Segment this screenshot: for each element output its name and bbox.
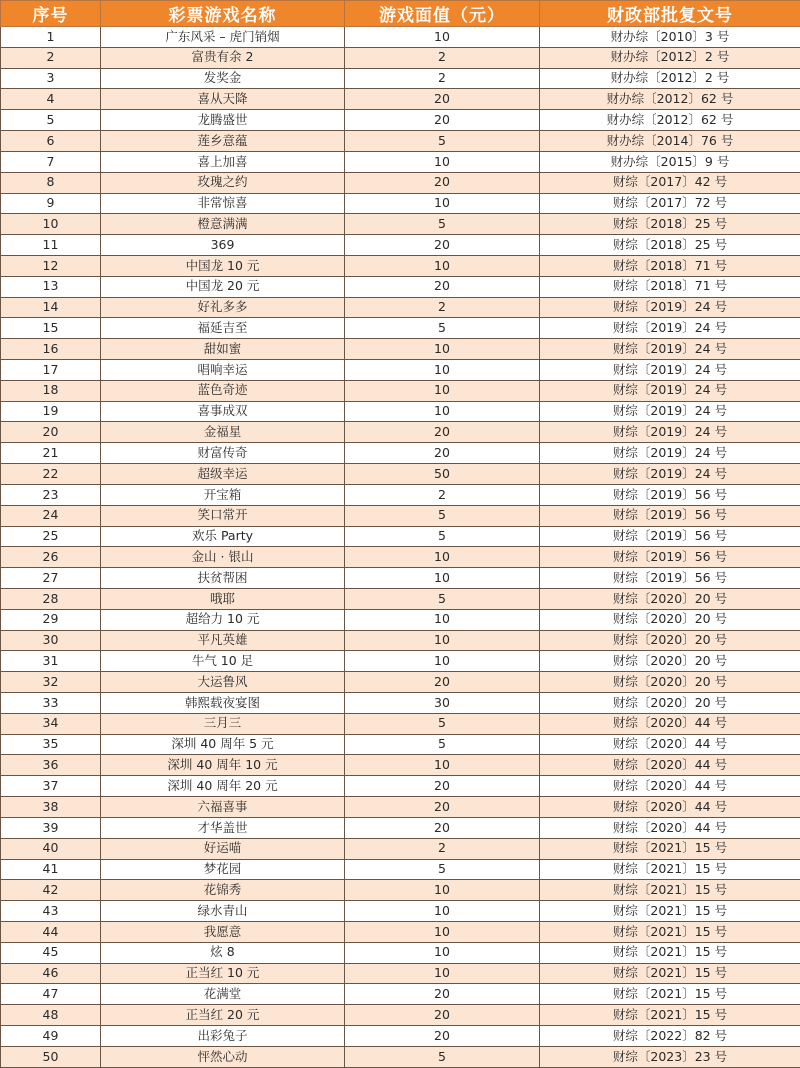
cell-approval-number: 财综〔2023〕23 号 [540,1046,800,1067]
cell-serial-number: 25 [1,526,101,547]
cell-face-value: 5 [345,588,540,609]
cell-game-name: 正当红 20 元 [101,1005,345,1026]
table-row [1,630,800,651]
cell-game-name: 喜事成双 [101,401,345,422]
cell-game-name: 三月三 [101,713,345,734]
cell-face-value: 10 [345,630,540,651]
header-row [1,1,800,27]
cell-serial-number: 12 [1,255,101,276]
cell-game-name: 哦耶 [101,588,345,609]
cell-serial-number: 41 [1,859,101,880]
cell-approval-number: 财综〔2021〕15 号 [540,901,800,922]
cell-serial-number: 21 [1,443,101,464]
cell-approval-number: 财办综〔2010〕3 号 [540,27,800,48]
table-row [1,526,800,547]
cell-game-name: 开宝箱 [101,484,345,505]
table-row [1,880,800,901]
cell-face-value: 20 [345,422,540,443]
table-row [1,422,800,443]
cell-serial-number: 39 [1,817,101,838]
table-row [1,193,800,214]
header-serial-number: 序号 [1,1,101,27]
cell-serial-number: 11 [1,235,101,256]
table-row [1,380,800,401]
table-row [1,255,800,276]
cell-face-value: 20 [345,276,540,297]
cell-face-value: 5 [345,526,540,547]
cell-game-name: 扶贫帮困 [101,568,345,589]
cell-face-value: 5 [345,505,540,526]
cell-approval-number: 财综〔2019〕24 号 [540,380,800,401]
cell-face-value: 10 [345,255,540,276]
table-row [1,921,800,942]
cell-game-name: 梦花园 [101,859,345,880]
cell-face-value: 20 [345,984,540,1005]
table-row [1,672,800,693]
cell-approval-number: 财综〔2019〕56 号 [540,568,800,589]
cell-game-name: 蓝色奇迹 [101,380,345,401]
cell-game-name: 欢乐 Party [101,526,345,547]
cell-face-value: 2 [345,47,540,68]
cell-serial-number: 22 [1,464,101,485]
cell-face-value: 10 [345,360,540,381]
cell-face-value: 2 [345,838,540,859]
cell-approval-number: 财综〔2021〕15 号 [540,984,800,1005]
table-row [1,214,800,235]
table-row [1,318,800,339]
cell-serial-number: 27 [1,568,101,589]
cell-serial-number: 47 [1,984,101,1005]
cell-approval-number: 财综〔2019〕24 号 [540,443,800,464]
table-row [1,984,800,1005]
cell-face-value: 20 [345,672,540,693]
cell-game-name: 财富传奇 [101,443,345,464]
table-row [1,1026,800,1047]
cell-face-value: 20 [345,797,540,818]
cell-serial-number: 1 [1,27,101,48]
cell-approval-number: 财综〔2020〕44 号 [540,776,800,797]
cell-serial-number: 43 [1,901,101,922]
cell-serial-number: 37 [1,776,101,797]
cell-game-name: 广东风采 – 虎门销烟 [101,27,345,48]
cell-approval-number: 财办综〔2012〕62 号 [540,89,800,110]
cell-game-name: 369 [101,235,345,256]
cell-game-name: 莲乡意蕴 [101,131,345,152]
cell-face-value: 20 [345,172,540,193]
cell-approval-number: 财综〔2019〕56 号 [540,484,800,505]
cell-serial-number: 8 [1,172,101,193]
cell-game-name: 六福喜事 [101,797,345,818]
cell-approval-number: 财综〔2021〕15 号 [540,859,800,880]
cell-game-name: 笑口常开 [101,505,345,526]
cell-face-value: 10 [345,880,540,901]
cell-face-value: 20 [345,817,540,838]
table-row [1,276,800,297]
cell-approval-number: 财综〔2020〕44 号 [540,817,800,838]
table-header [1,1,800,27]
cell-serial-number: 32 [1,672,101,693]
cell-approval-number: 财综〔2019〕24 号 [540,464,800,485]
table-row [1,89,800,110]
cell-approval-number: 财综〔2018〕25 号 [540,214,800,235]
cell-game-name: 喜上加喜 [101,151,345,172]
cell-face-value: 10 [345,193,540,214]
table-row [1,151,800,172]
cell-serial-number: 49 [1,1026,101,1047]
cell-face-value: 20 [345,1005,540,1026]
table-row [1,339,800,360]
cell-game-name: 金福星 [101,422,345,443]
cell-face-value: 5 [345,318,540,339]
cell-face-value: 10 [345,568,540,589]
cell-approval-number: 财综〔2021〕15 号 [540,838,800,859]
cell-face-value: 10 [345,27,540,48]
table-row [1,297,800,318]
cell-serial-number: 7 [1,151,101,172]
table-row [1,27,800,48]
cell-game-name: 福延吉至 [101,318,345,339]
cell-approval-number: 财办综〔2012〕62 号 [540,110,800,131]
cell-game-name: 韩熙载夜宴图 [101,693,345,714]
cell-game-name: 正当红 10 元 [101,963,345,984]
table-row [1,47,800,68]
cell-approval-number: 财办综〔2012〕2 号 [540,47,800,68]
table-row [1,464,800,485]
table-row [1,547,800,568]
cell-game-name: 深圳 40 周年 5 元 [101,734,345,755]
table-row [1,68,800,89]
cell-serial-number: 31 [1,651,101,672]
cell-face-value: 20 [345,110,540,131]
cell-approval-number: 财综〔2021〕15 号 [540,1005,800,1026]
cell-game-name: 平凡英雄 [101,630,345,651]
cell-face-value: 10 [345,151,540,172]
cell-face-value: 20 [345,235,540,256]
table-row [1,963,800,984]
cell-face-value: 10 [345,380,540,401]
cell-approval-number: 财综〔2021〕15 号 [540,921,800,942]
table-body [1,27,800,1068]
table-row [1,1005,800,1026]
cell-approval-number: 财综〔2021〕15 号 [540,942,800,963]
cell-face-value: 10 [345,963,540,984]
cell-serial-number: 23 [1,484,101,505]
cell-serial-number: 13 [1,276,101,297]
cell-approval-number: 财综〔2020〕20 号 [540,609,800,630]
cell-game-name: 花满堂 [101,984,345,1005]
cell-game-name: 中国龙 20 元 [101,276,345,297]
cell-face-value: 20 [345,776,540,797]
cell-approval-number: 财综〔2017〕42 号 [540,172,800,193]
table-row [1,505,800,526]
cell-serial-number: 15 [1,318,101,339]
table-row [1,734,800,755]
table-row [1,401,800,422]
table-row [1,693,800,714]
cell-game-name: 大运鲁风 [101,672,345,693]
cell-approval-number: 财综〔2020〕20 号 [540,651,800,672]
cell-serial-number: 26 [1,547,101,568]
table-row [1,360,800,381]
cell-serial-number: 5 [1,110,101,131]
table-row [1,235,800,256]
cell-game-name: 金山 · 银山 [101,547,345,568]
cell-game-name: 超级幸运 [101,464,345,485]
cell-serial-number: 45 [1,942,101,963]
cell-game-name: 深圳 40 周年 20 元 [101,776,345,797]
cell-game-name: 怦然心动 [101,1046,345,1067]
table-row [1,859,800,880]
table-row [1,797,800,818]
cell-serial-number: 29 [1,609,101,630]
cell-approval-number: 财综〔2019〕56 号 [540,526,800,547]
cell-serial-number: 44 [1,921,101,942]
cell-face-value: 5 [345,859,540,880]
cell-approval-number: 财综〔2017〕72 号 [540,193,800,214]
cell-face-value: 20 [345,1026,540,1047]
cell-serial-number: 20 [1,422,101,443]
cell-face-value: 2 [345,297,540,318]
cell-approval-number: 财办综〔2014〕76 号 [540,131,800,152]
cell-face-value: 20 [345,89,540,110]
table-row [1,901,800,922]
table-row [1,776,800,797]
cell-face-value: 10 [345,942,540,963]
cell-face-value: 5 [345,214,540,235]
cell-game-name: 非常惊喜 [101,193,345,214]
cell-face-value: 10 [345,651,540,672]
table-row [1,131,800,152]
header-approval-number: 财政部批复文号 [540,1,800,27]
cell-serial-number: 38 [1,797,101,818]
cell-approval-number: 财综〔2021〕15 号 [540,963,800,984]
cell-approval-number: 财综〔2020〕44 号 [540,755,800,776]
cell-serial-number: 33 [1,693,101,714]
cell-game-name: 喜从天降 [101,89,345,110]
cell-approval-number: 财综〔2020〕20 号 [540,588,800,609]
cell-game-name: 好运喵 [101,838,345,859]
table-row [1,609,800,630]
cell-game-name: 龙腾盛世 [101,110,345,131]
table-row [1,110,800,131]
cell-game-name: 绿水青山 [101,901,345,922]
cell-serial-number: 46 [1,963,101,984]
cell-approval-number: 财综〔2019〕24 号 [540,401,800,422]
cell-face-value: 50 [345,464,540,485]
cell-serial-number: 14 [1,297,101,318]
cell-face-value: 5 [345,713,540,734]
cell-face-value: 10 [345,901,540,922]
cell-game-name: 富贵有余 2 [101,47,345,68]
table-row [1,817,800,838]
cell-serial-number: 9 [1,193,101,214]
cell-game-name: 炫 8 [101,942,345,963]
cell-serial-number: 30 [1,630,101,651]
cell-approval-number: 财综〔2020〕20 号 [540,630,800,651]
cell-approval-number: 财综〔2019〕56 号 [540,547,800,568]
cell-serial-number: 19 [1,401,101,422]
cell-serial-number: 40 [1,838,101,859]
cell-game-name: 橙意满满 [101,214,345,235]
cell-game-name: 深圳 40 周年 10 元 [101,755,345,776]
cell-serial-number: 10 [1,214,101,235]
cell-face-value: 30 [345,693,540,714]
cell-approval-number: 财综〔2021〕15 号 [540,880,800,901]
cell-face-value: 5 [345,734,540,755]
cell-approval-number: 财综〔2020〕20 号 [540,693,800,714]
cell-game-name: 玫瑰之约 [101,172,345,193]
table-row [1,1046,800,1067]
cell-approval-number: 财综〔2022〕82 号 [540,1026,800,1047]
cell-serial-number: 4 [1,89,101,110]
cell-serial-number: 35 [1,734,101,755]
cell-face-value: 2 [345,68,540,89]
header-face-value: 游戏面值（元） [345,1,540,27]
cell-game-name: 出彩兔子 [101,1026,345,1047]
cell-serial-number: 24 [1,505,101,526]
cell-face-value: 5 [345,1046,540,1067]
cell-game-name: 中国龙 10 元 [101,255,345,276]
cell-approval-number: 财综〔2019〕24 号 [540,339,800,360]
cell-approval-number: 财综〔2019〕24 号 [540,360,800,381]
cell-game-name: 我愿意 [101,921,345,942]
cell-game-name: 好礼多多 [101,297,345,318]
cell-approval-number: 财综〔2018〕25 号 [540,235,800,256]
cell-serial-number: 28 [1,588,101,609]
cell-face-value: 2 [345,484,540,505]
cell-approval-number: 财综〔2019〕56 号 [540,505,800,526]
cell-game-name: 才华盖世 [101,817,345,838]
header-game-name: 彩票游戏名称 [101,1,345,27]
cell-game-name: 超给力 10 元 [101,609,345,630]
cell-serial-number: 2 [1,47,101,68]
cell-approval-number: 财综〔2020〕20 号 [540,672,800,693]
cell-approval-number: 财综〔2020〕44 号 [540,734,800,755]
cell-serial-number: 50 [1,1046,101,1067]
cell-approval-number: 财综〔2019〕24 号 [540,297,800,318]
cell-serial-number: 34 [1,713,101,734]
cell-face-value: 10 [345,609,540,630]
table-row [1,443,800,464]
table-row [1,942,800,963]
table-row [1,588,800,609]
cell-face-value: 10 [345,401,540,422]
cell-serial-number: 36 [1,755,101,776]
cell-face-value: 20 [345,443,540,464]
cell-approval-number: 财综〔2019〕24 号 [540,318,800,339]
cell-serial-number: 16 [1,339,101,360]
cell-approval-number: 财综〔2020〕44 号 [540,797,800,818]
cell-game-name: 牛气 10 足 [101,651,345,672]
cell-serial-number: 17 [1,360,101,381]
table-row [1,568,800,589]
cell-serial-number: 48 [1,1005,101,1026]
table-row [1,484,800,505]
table-row [1,713,800,734]
cell-face-value: 10 [345,921,540,942]
cell-face-value: 10 [345,755,540,776]
cell-game-name: 甜如蜜 [101,339,345,360]
cell-face-value: 5 [345,131,540,152]
table-row [1,755,800,776]
cell-game-name: 花锦秀 [101,880,345,901]
cell-serial-number: 6 [1,131,101,152]
cell-approval-number: 财综〔2019〕24 号 [540,422,800,443]
cell-approval-number: 财综〔2018〕71 号 [540,276,800,297]
table-row [1,172,800,193]
cell-approval-number: 财综〔2018〕71 号 [540,255,800,276]
cell-serial-number: 3 [1,68,101,89]
table-row [1,651,800,672]
cell-serial-number: 18 [1,380,101,401]
cell-face-value: 10 [345,339,540,360]
cell-approval-number: 财综〔2020〕44 号 [540,713,800,734]
cell-approval-number: 财办综〔2012〕2 号 [540,68,800,89]
cell-approval-number: 财办综〔2015〕9 号 [540,151,800,172]
cell-game-name: 发奖金 [101,68,345,89]
cell-serial-number: 42 [1,880,101,901]
table-row [1,838,800,859]
cell-game-name: 唱响幸运 [101,360,345,381]
cell-face-value: 10 [345,547,540,568]
